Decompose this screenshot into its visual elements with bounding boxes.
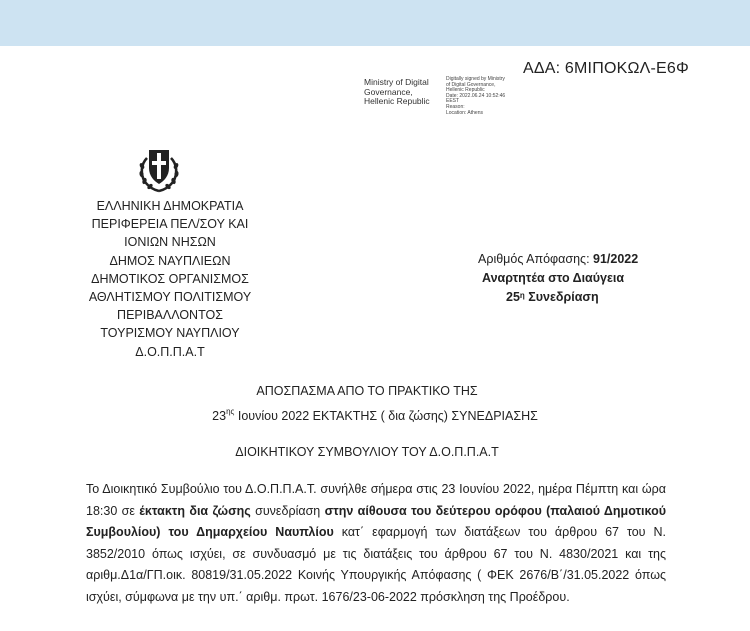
org-line: ΤΟΥΡΙΣΜΟΥ ΝΑΥΠΛΙΟΥ bbox=[100, 326, 240, 341]
org-line: ΔΗΜΟΤΙΚΟΣ ΟΡΓΑΝΙΣΜΟΣ bbox=[91, 271, 249, 286]
org-line: ΠΕΡΙΦΕΡΕΙΑ ΠΕΛ/ΣΟΥ ΚΑΙ bbox=[91, 217, 249, 232]
excerpt-session-date: $23^{\eta\varsigma}$ Ιουνίου 2022 ΕΚΤΑΚΤΗΣ ( δια ζώσης) ΣΥΝΕΔΡΙΑΣΗΣ bbox=[212, 407, 538, 423]
greek-coat-of-arms-icon bbox=[137, 146, 181, 193]
org-line: ΕΛΛΗΝΙΚΗ ΔΗΜΟΚΡΑΤΙΑ bbox=[96, 199, 244, 213]
signature-meta-line: Digitally signed by Ministry bbox=[446, 76, 505, 82]
org-line: ΔΗΜΟΣ ΝΑΥΠΛΙΕΩΝ bbox=[109, 253, 231, 268]
organization-block bbox=[80, 197, 260, 361]
signature-meta-line: Reason: bbox=[446, 103, 465, 110]
org-line: Δ.Ο.Π.Π.Α.Τ bbox=[135, 344, 205, 359]
signature-metadata bbox=[446, 77, 505, 116]
org-line: ΠΕΡΙΒΑΛΛΟΝΤΟΣ bbox=[117, 308, 223, 323]
decision-info bbox=[478, 250, 668, 307]
signature-meta-line: of Digital Governance, bbox=[446, 81, 496, 88]
excerpt-title: ΑΠΟΣΠΑΣΜΑ ΑΠΟ ΤΟ ΠΡΑΚΤΙΚΟ ΤΗΣ bbox=[256, 384, 478, 398]
signature-meta-line: Hellenic Republic bbox=[446, 87, 485, 94]
top-banner bbox=[0, 0, 750, 46]
excerpt-board: ΔΙΟΙΚΗΤΙΚΟΥ ΣΥΜΒΟΥΛΙΟΥ ΤΟΥ Δ.Ο.Π.Π.Α.Τ bbox=[235, 445, 499, 459]
signature-org-line: Hellenic Republic bbox=[364, 96, 430, 106]
signature-organization bbox=[364, 78, 430, 107]
signature-org-line: Ministry of Digital bbox=[364, 77, 429, 87]
decision-session: $25^\eta$ Συνεδρίαση bbox=[506, 290, 599, 304]
signature-org-line: Governance, bbox=[364, 86, 413, 97]
signature-meta-line: Date: 2022.06.24 10:52:46 bbox=[446, 92, 506, 99]
org-line: ΑΘΛΗΤΙΣΜΟΥ ΠΟΛΙΤΙΣΜΟΥ bbox=[88, 290, 252, 305]
decision-posted: Αναρτητέα στο Διαύγεια bbox=[482, 271, 625, 285]
body-paragraph: Το Διοικητικό Συμβούλιο του Δ.Ο.Π.Π.Α.Τ. συνήλθε σήμερα στις 23 Ιουνίου 2022, ημέρα Πέμπτη και ώρα 18:30 σε έκτακτη δια ζώσης συνεδρίαση στην αίθουσα του δεύτερου ορόφου (παλαιού Δημοτικού Συμβουλίου) του Δημαρχείου Ναυπλίου κατ΄ εφαρμογή των διατάξεων του άρθρου 67 του Ν. 3852/2010 όπως ισχύει, σε συνδυασμό με τις διατάξεις του άρθρου 67 του Ν. 4830/2021 και της αριθμ.Δ1α/ΓΠ.οικ. 80819/31.05.2022 Κοινής Υπουργικής Απόφασης ( ΦΕΚ 2676/Β΄/31.05.2022 όπως ισχύει, σύμφωνα με την υπ.΄ αριθμ. πρωτ. 1676/23-06-2022 πρόσκληση της Προέδρου. bbox=[86, 482, 667, 604]
signature-meta-line: Location: Athens bbox=[446, 109, 483, 116]
ada-code: ΑΔΑ: 6ΜΙΠΟΚΩΛ-Ε6Φ bbox=[523, 60, 689, 77]
org-line: ΙΟΝΙΩΝ ΝΗΣΩΝ bbox=[124, 235, 216, 250]
signature-meta-line: EEST bbox=[446, 98, 460, 105]
decision-number: Αριθμός Απόφασης: 91/2022 bbox=[478, 252, 639, 266]
